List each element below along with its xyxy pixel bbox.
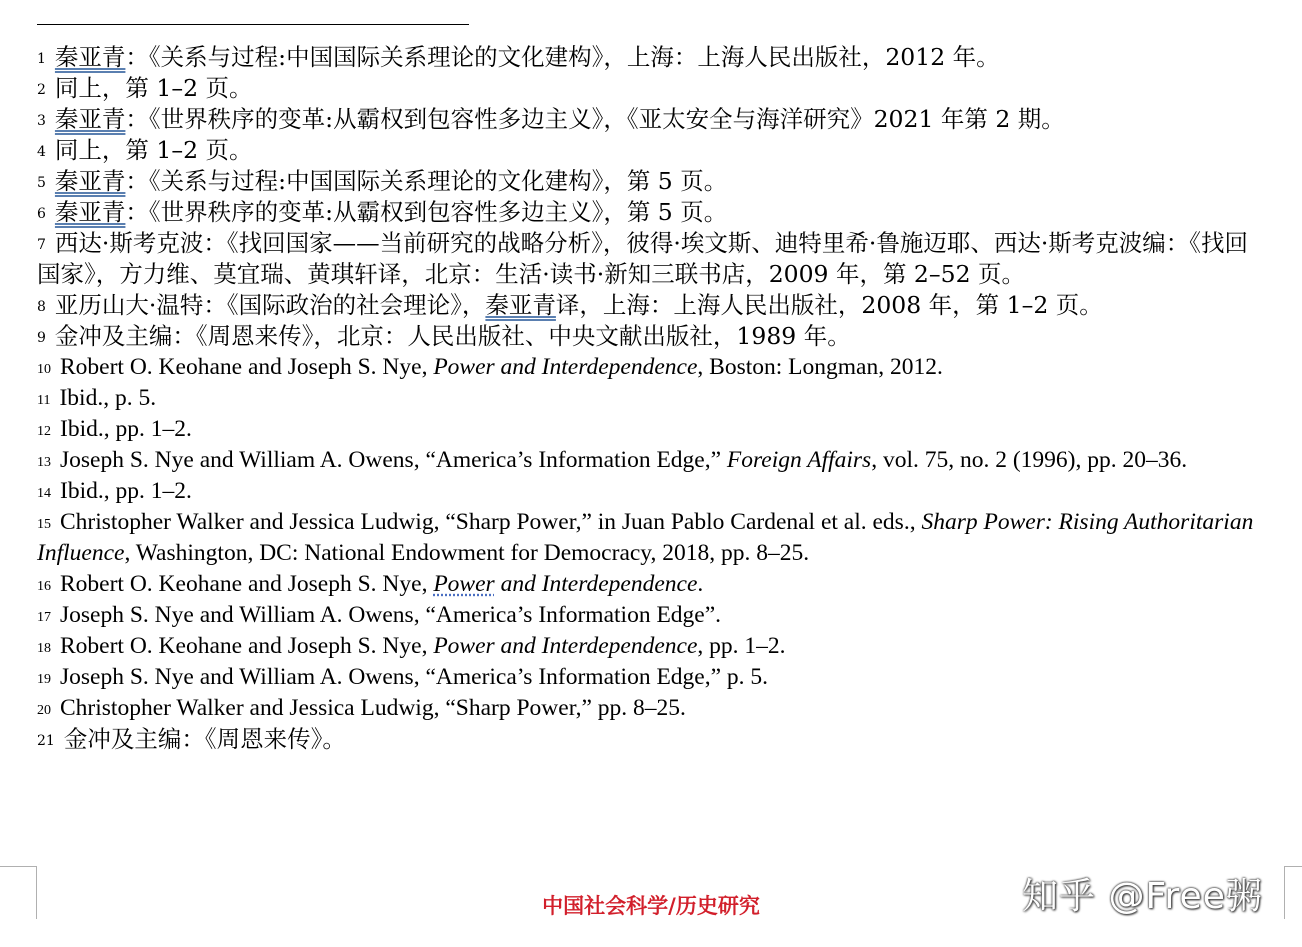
footnote-18: $^{18}$ Robert O. Keohane and Joseph S. Nye, Power and Interdependence, pp. 1–2. [37, 633, 786, 659]
footnote-8: $^8$ 亚历山大·温特：《国际政治的社会理论》，秦亚青译，上海：上海人民出版社，2008 年，第 1–2 页。 [37, 291, 1103, 319]
footnote-number: 11 [37, 393, 51, 408]
footnote-14: $^{14}$ Ibid., pp. 1–2. [37, 478, 192, 504]
book-title-flagged-word: Power [433, 571, 495, 597]
footnote-separator [37, 24, 469, 25]
book-title: and Interdependence [494, 571, 698, 597]
footnote-number: 6 [37, 206, 46, 222]
footnote-7: $^7$ 西达·斯考克波：《找回国家——当前研究的战略分析》，彼得·埃文斯、迪特里希·鲁施迈耶、西达·斯考克波编：《找回国家》，方力维、莫宜瑞、黄琪轩译，北京：生活·读书·新知三联书店，2009 年，第 2–52 页。 [37, 229, 1249, 288]
footnote-4: $^4$ 同上，第 1–2 页。 [37, 136, 253, 164]
footnote-5: $^5$ 秦亚青：《关系与过程:中国国际关系理论的文化建构》，第 5 页。 [37, 167, 728, 195]
footnotes-list [37, 42, 1265, 755]
author-name: 秦亚青 [54, 167, 126, 195]
footnote-11: $^{11}$ Ibid., p. 5. [37, 385, 157, 411]
footnote-number: 16 [37, 579, 51, 594]
book-title: Power and Interdependence [433, 633, 698, 659]
book-title: Sharp Power: Rising Authoritarian Influence [37, 509, 1254, 566]
footnote-2: $^2$ 同上，第 1–2 页。 [37, 74, 253, 102]
footnote-19: $^{19}$ Joseph S. Nye and William A. Owens, “America’s Information Edge,” p. 5. [37, 664, 769, 690]
footnote-number: 18 [37, 641, 51, 656]
footnote-number: 9 [37, 330, 46, 346]
footnote-12: $^{12}$ Ibid., pp. 1–2. [37, 416, 192, 442]
footnote-number: 7 [37, 237, 46, 253]
footnote-number: 21 [37, 733, 55, 749]
footnote-number: 10 [37, 362, 51, 377]
footnote-17: $^{17}$ Joseph S. Nye and William A. Owens, “America’s Information Edge”. [37, 602, 722, 628]
footnote-number: 5 [37, 175, 46, 191]
author-name: 秦亚青 [54, 198, 126, 226]
footnote-number: 14 [37, 486, 51, 501]
footnote-13: $^{13}$ Joseph S. Nye and William A. Owens, “America’s Information Edge,” Foreign Affairs, vol. 75, no. 2 (1996), pp. 20–36. [37, 447, 1188, 473]
author-name: 秦亚青 [485, 291, 556, 319]
footnote-number: 20 [37, 703, 51, 718]
footnote-number: 2 [37, 82, 46, 98]
footnote-number: 3 [37, 113, 46, 129]
author-name: 秦亚青 [54, 105, 126, 133]
footnote-21: $^{21}$ 金冲及主编：《周恩来传》。 [37, 725, 346, 753]
footnote-20: $^{20}$ Christopher Walker and Jessica Ludwig, “Sharp Power,” pp. 8–25. [37, 695, 686, 721]
footnote-15: $^{15}$ Christopher Walker and Jessica Ludwig, “Sharp Power,” in Juan Pablo Cardenal et al. eds., Sharp Power: Rising Authoritarian Influence, Washington, DC: National Endowment for Democracy, 2018, pp. 8–25. [37, 509, 1254, 566]
author-name: 秦亚青 [54, 43, 126, 71]
footnote-6: $^6$ 秦亚青：《世界秩序的变革:从霸权到包容性多边主义》，第 5 页。 [37, 198, 728, 226]
book-title: Power and Interdependence [433, 354, 698, 380]
watermark: 知乎 @Free粥 [1022, 876, 1263, 917]
footnote-number: 4 [37, 144, 46, 160]
footnote-number: 19 [37, 672, 51, 687]
footnote-number: 15 [37, 517, 51, 532]
footnote-number: 8 [37, 299, 46, 315]
footnote-number: 1 [37, 51, 46, 67]
footnote-9: $^9$ 金冲及主编：《周恩来传》，北京：人民出版社、中央文献出版社，1989 年。 [37, 322, 851, 350]
footnote-number: 13 [37, 455, 51, 470]
journal-title: Foreign Affairs [726, 447, 872, 473]
footnote-16: $^{16}$ Robert O. Keohane and Joseph S. Nye, Power and Interdependence. [37, 571, 704, 597]
page-footer-label: 中国社会科学/历史研究 [542, 894, 760, 918]
footnote-number: 17 [37, 610, 51, 625]
footnote-number: 12 [37, 424, 51, 439]
footnote-10: $^{10}$ Robert O. Keohane and Joseph S. Nye, Power and Interdependence, Boston: Longman, 2012. [37, 354, 943, 380]
footnote-1: $^1$ 秦亚青：《关系与过程:中国国际关系理论的文化建构》，上海：上海人民出版社，2012 年。 [37, 43, 1000, 71]
footnote-3: $^3$ 秦亚青：《世界秩序的变革:从霸权到包容性多边主义》，《亚太安全与海洋研究》2021 年第 2 期。 [37, 105, 1065, 133]
